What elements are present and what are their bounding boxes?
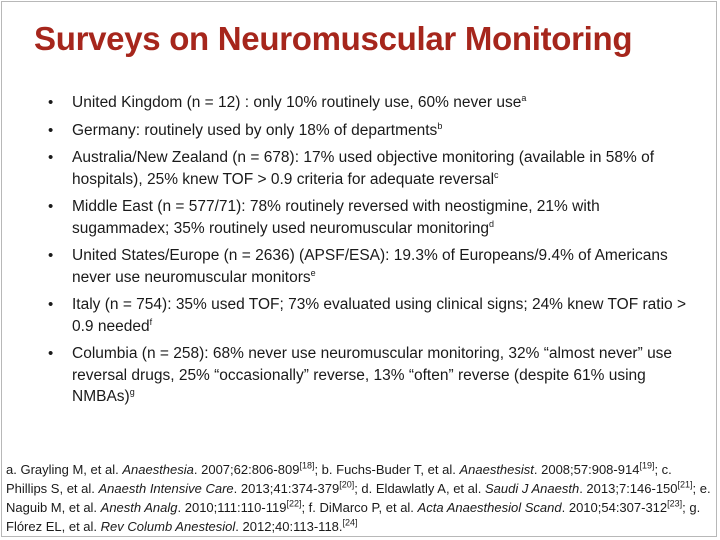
ref-f-num: [23] xyxy=(667,498,683,509)
bullet-middle-east xyxy=(48,196,698,239)
ref-e-detail: . 2010;111:110-119 xyxy=(177,500,287,515)
ref-g: ; g. Flórez EL, et al. xyxy=(6,500,701,534)
ref-e-num: [22] xyxy=(286,498,302,509)
ref-a: a. Grayling M, et al. xyxy=(6,462,123,477)
ref-f-journal: Acta Anaesthesiol Scand xyxy=(417,500,562,515)
bullet-dot: • xyxy=(48,94,54,111)
bullet-sup: a xyxy=(521,92,527,103)
bullet-us-europe xyxy=(48,245,698,288)
ref-c: ; c. Phillips S, et al. xyxy=(6,462,672,496)
bullet-dot: • xyxy=(48,247,54,264)
bullet-germany xyxy=(48,120,698,142)
ref-c-detail: . 2013;41:374-379 xyxy=(233,481,340,496)
ref-a-detail: . 2007;62:806-809 xyxy=(193,462,300,477)
bullet-sup: c xyxy=(494,169,499,180)
ref-b: ; b. Fuchs-Buder T, et al. xyxy=(314,462,460,477)
ref-a-num: [18] xyxy=(299,460,315,471)
bullet-list xyxy=(48,92,698,414)
bullet-italy xyxy=(48,294,698,337)
references xyxy=(6,460,714,536)
bullet-dot: • xyxy=(48,121,54,139)
slide-title: Surveys on Neuromuscular Monitoring xyxy=(34,20,633,57)
bullet-text: Columbia (n = 258): 68% never use neuromuscular monitoring, 32% “almost never” use reversal drugs, 25% “occasionally” reverse, 13% “often” reverse (despite 61% using NMBAs) xyxy=(72,345,673,405)
bullet-dot: • xyxy=(48,345,54,362)
ref-d-detail: . 2013;7:146-150 xyxy=(579,481,678,496)
bullet-sup: e xyxy=(310,267,316,278)
bullet-dot: • xyxy=(48,296,54,313)
ref-c-journal: Anaesth Intensive Care xyxy=(98,481,234,496)
ref-e: ; e. Naguib M, et al. xyxy=(6,481,711,515)
bullet-text: United States/Europe (n = 2636) (APSF/ESA): 19.3% of Europeans/9.4% of Americans never use neuromuscular monitors xyxy=(72,247,668,286)
bullet-text: Germany: routinely used by only 18% of departments xyxy=(72,121,438,139)
bullet-sup: b xyxy=(437,120,443,131)
ref-b-num: [19] xyxy=(639,460,655,471)
ref-g-journal: Rev Columb Anestesiol xyxy=(100,519,236,534)
ref-a-journal: Anaesthesia xyxy=(122,462,194,477)
bullet-dot: • xyxy=(48,198,54,215)
ref-b-journal: Anaesthesist xyxy=(459,462,534,477)
bullet-sup: g xyxy=(129,386,135,397)
ref-f: ; f. DiMarco P, et al. xyxy=(301,500,418,515)
bullet-dot: • xyxy=(48,149,54,166)
bullet-sup: f xyxy=(149,316,153,327)
ref-f-detail: . 2010;54:307-312 xyxy=(561,500,668,515)
ref-d: ; d. Eldawlatly A, et al. xyxy=(354,481,485,496)
ref-b-detail: . 2008;57:908-914 xyxy=(533,462,640,477)
ref-d-journal: Saudi J Anaesth xyxy=(485,481,580,496)
bullet-text: United Kingdom (n = 12) : only 10% routinely use, 60% never use xyxy=(72,94,522,111)
bullet-sup: d xyxy=(489,218,495,229)
bullet-australia xyxy=(48,147,698,190)
bullet-text: Italy (n = 754): 35% used TOF; 73% evaluated using clinical signs; 24% knew TOF ratio > 0.9 needed xyxy=(72,296,687,335)
ref-c-num: [20] xyxy=(339,479,355,490)
ref-g-num: [24] xyxy=(342,517,358,528)
bullet-uk xyxy=(48,92,698,114)
bullet-text: Middle East (n = 577/71): 78% routinely reversed with neostigmine, 21% with sugammadex; 35% routinely used neuromuscular monitoring xyxy=(72,198,600,237)
ref-g-detail: . 2012;40:113-118. xyxy=(235,519,343,534)
ref-e-journal: Anesth Analg xyxy=(100,500,178,515)
bullet-columbia xyxy=(48,343,698,408)
bullet-text: Australia/New Zealand (n = 678): 17% used objective monitoring (available in 58% of hospitals), 25% knew TOF > 0.9 criteria for adequate reversal xyxy=(72,149,655,188)
ref-d-num: [21] xyxy=(677,479,693,490)
